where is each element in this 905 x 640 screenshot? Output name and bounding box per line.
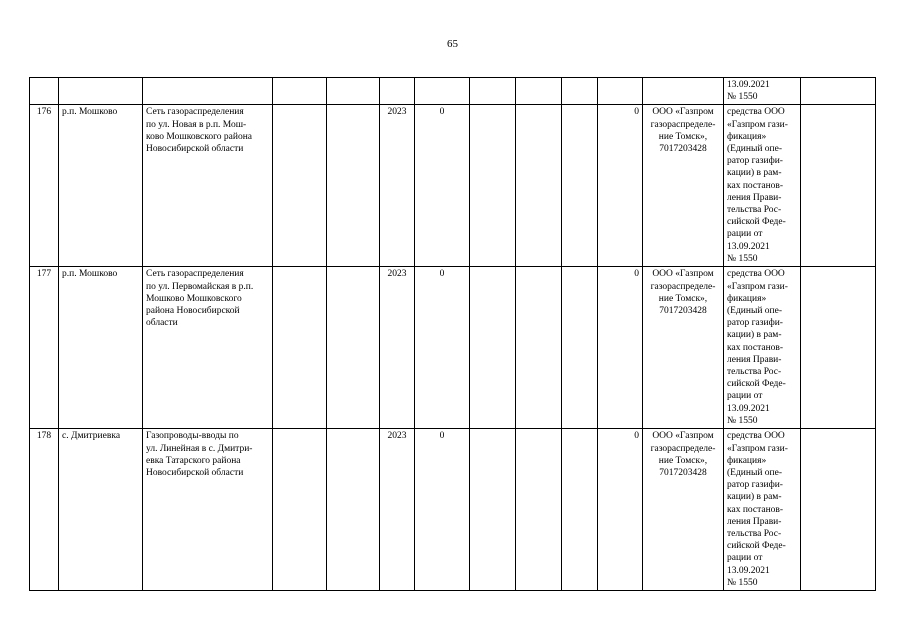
cell-funding: средства ООО «Газпром гази- фикация» (Единый опе- ратор газифи- кации) в рам- ках постанов- ления Прави- тельства Рос- сийской Феде- рации от 13.09.2021 № 1550: [724, 267, 801, 429]
table-row: [30, 267, 876, 429]
cell-blank: [273, 105, 327, 267]
cell-blank: [516, 267, 562, 429]
cell-blank: [516, 78, 562, 105]
page-number: 65: [447, 38, 458, 50]
cell-value: 0: [415, 105, 470, 267]
register-table: [29, 77, 876, 591]
cell-executor: ООО «Газпром газораспределе- ние Томск», 7017203428: [643, 267, 724, 429]
cell-blank: [327, 429, 380, 591]
cell-number: 177: [30, 267, 59, 429]
cell-blank: [273, 267, 327, 429]
table-row: [30, 429, 876, 591]
cell-blank: [801, 78, 876, 105]
cell-number: 176: [30, 105, 59, 267]
cell-blank: [327, 267, 380, 429]
cell-blank: [470, 429, 516, 591]
cell-blank: [562, 429, 598, 591]
cell-object: Сеть газораспределения по ул. Первомайская в р.п. Мошково Мошковского района Новосибирской области: [143, 267, 273, 429]
cell-value: 0: [598, 105, 643, 267]
cell-value: 0: [415, 267, 470, 429]
cell-funding: средства ООО «Газпром гази- фикация» (Единый опе- ратор газифи- кации) в рам- ках постанов- ления Прави- тельства Рос- сийской Феде- рации от 13.09.2021 № 1550: [724, 105, 801, 267]
cell-value: [598, 78, 643, 105]
cell-funding: средства ООО «Газпром гази- фикация» (Единый опе- ратор газифи- кации) в рам- ках постанов- ления Прави- тельства Рос- сийской Феде- рации от 13.09.2021 № 1550: [724, 429, 801, 591]
cell-funding: 13.09.2021 № 1550: [724, 78, 801, 105]
cell-blank: [562, 78, 598, 105]
table-row: [30, 105, 876, 267]
cell-value: 0: [598, 267, 643, 429]
cell-blank: [801, 267, 876, 429]
cell-executor: [643, 78, 724, 105]
cell-blank: [273, 78, 327, 105]
table-row-continued: [30, 78, 876, 105]
cell-blank: [470, 78, 516, 105]
cell-blank: [327, 105, 380, 267]
cell-blank: [516, 105, 562, 267]
cell-settlement: с. Дмитриевка: [59, 429, 143, 591]
cell-number: 178: [30, 429, 59, 591]
cell-year: [380, 78, 415, 105]
cell-settlement: р.п. Мошково: [59, 267, 143, 429]
cell-value: [415, 78, 470, 105]
cell-settlement: [59, 78, 143, 105]
cell-value: 0: [415, 429, 470, 591]
cell-blank: [470, 267, 516, 429]
cell-year: 2023: [380, 267, 415, 429]
cell-blank: [470, 105, 516, 267]
cell-year: 2023: [380, 105, 415, 267]
cell-blank: [516, 429, 562, 591]
cell-executor: ООО «Газпром газораспределе- ние Томск», 7017203428: [643, 429, 724, 591]
cell-blank: [562, 105, 598, 267]
cell-executor: ООО «Газпром газораспределе- ние Томск», 7017203428: [643, 105, 724, 267]
cell-object: [143, 78, 273, 105]
cell-settlement: р.п. Мошково: [59, 105, 143, 267]
cell-object: Сеть газораспределения по ул. Новая в р.п. Мош- ково Мошковского района Новосибирской области: [143, 105, 273, 267]
cell-blank: [273, 429, 327, 591]
cell-number: [30, 78, 59, 105]
cell-blank: [801, 429, 876, 591]
cell-value: 0: [598, 429, 643, 591]
cell-year: 2023: [380, 429, 415, 591]
cell-blank: [801, 105, 876, 267]
cell-object: Газопроводы-вводы по ул. Линейная в с. Дмитри- евка Татарского района Новосибирской области: [143, 429, 273, 591]
cell-blank: [562, 267, 598, 429]
cell-blank: [327, 78, 380, 105]
